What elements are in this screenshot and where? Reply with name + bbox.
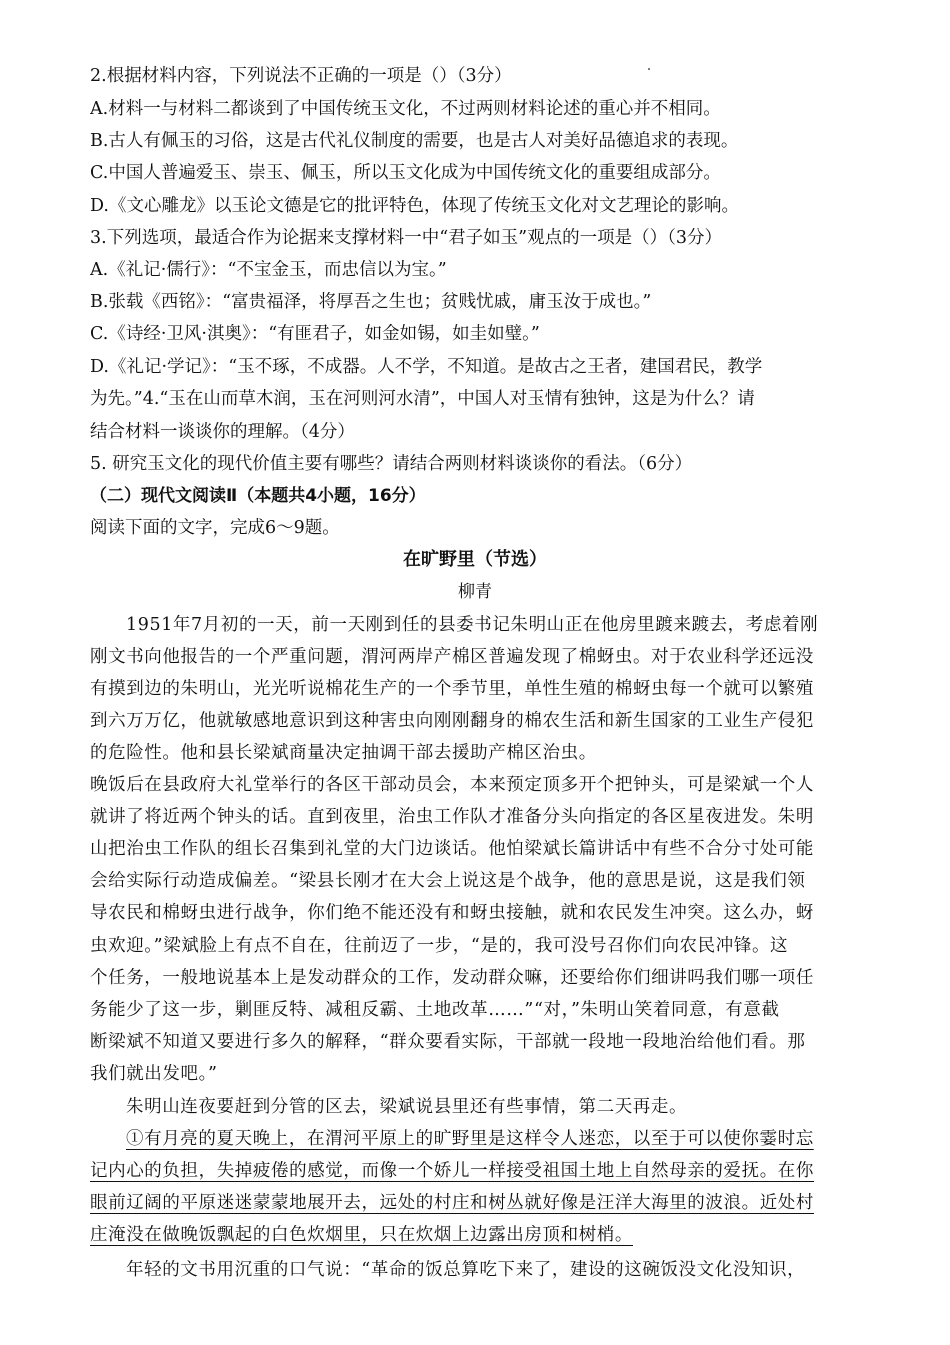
passage-p1-line1: 1951年7月初的一天，前一天刚到任的县委书记朱明山正在他房里踱来踱去，考虑着刚 [126, 615, 819, 635]
passage-p1-line2: 刚文书向他报告的一个严重问题，渭河两岸产棉区普遍发现了棉蚜虫。对于农业科学还远没 [90, 647, 814, 667]
q2-option-a: A.材料一与材料二都谈到了中国传统玉文化，不过两则材料论述的重心并不相同。 [90, 99, 721, 119]
passage-p2-line9: 断梁斌不知道又要进行多久的解释，“群众要看实际，干部就一段地一段地治给他们看。那 [90, 1032, 806, 1052]
passage-p2-line4: 会给实际行动造成偏差。“梁县长刚才在大会上说这是个战争，他的意思是说，这是我们领 [90, 871, 806, 891]
passage-p2-line5: 导农民和棉蚜虫进行战争，你们绝不能还没有和蚜虫接触，就和农民发生冲突。这么办，蚜 [90, 903, 814, 923]
passage-p3: 朱明山连夜要赶到分管的区去，梁斌说县里还有些事情，第二天再走。 [126, 1097, 688, 1117]
q4-line2: 结合材料一谈谈你的理解。（4分） [90, 422, 355, 442]
q2-option-b: B.古人有佩玉的习俗，这是古代礼仪制度的需要，也是古人对美好品德追求的表现。 [90, 131, 739, 151]
section-heading: （二）现代文阅读Ⅱ（本题共4小题，16分） [90, 486, 426, 506]
passage-p1-line3: 有摸到边的朱明山，光光听说棉花生产的一个季节里，单性生殖的棉蚜虫每一个就可以繁殖 [90, 679, 814, 699]
q2-option-c: C.中国人普遍爱玉、崇玉、佩玉，所以玉文化成为中国传统文化的重要组成部分。 [90, 163, 721, 183]
q3-option-d-line1: D.《礼记·学记》：“玉不琢，不成器。人不学，不知道。是故古之王者，建国君民，教学 [90, 357, 763, 377]
q3-stem: 3.下列选项，最适合作为论据来支撑材料一中“君子如玉”观点的一项是（）（3分） [90, 228, 722, 248]
passage-p2-line1: 晚饭后在县政府大礼堂举行的各区干部动员会，本来预定顶多开个把钟头，可是梁斌一个人 [90, 775, 814, 795]
q2-option-d: D.《文心雕龙》以玉论文德是它的批评特色，体现了传统玉文化对文艺理论的影响。 [90, 196, 739, 216]
passage-p1-line4: 到六万万亿，他就敏感地意识到这种害虫向刚刚翻身的棉农生活和新生国家的工业生产侵犯 [90, 711, 814, 731]
passage-p2-line6: 虫欢迎。”梁斌脸上有点不自在，往前迈了一步，“是的，我可没号召你们向农民冲锋。这 [90, 936, 789, 956]
q5-stem: 5. 研究玉文化的现代价值主要有哪些？请结合两则材料谈谈你的看法。（6分） [90, 454, 693, 474]
passage-p5: 年轻的文书用沉重的口气说：“革命的饭总算吃下来了，建设的这碗饭没文化没知识， [126, 1260, 806, 1280]
passage-p2-line3: 山把治虫工作队的组长召集到礼堂的大门边谈话。他怕梁斌长篇讲话中有些不合分寸处可能 [90, 839, 814, 859]
passage-title: 在旷野里（节选） [403, 549, 547, 570]
q3-option-c: C.《诗经·卫风·淇奥》：“有匪君子，如金如锡，如圭如璧。” [90, 324, 540, 344]
passage-p2-line2: 就讲了将近两个钟头的话。直到夜里，治虫工作队才准备分头向指定的各区星夜进发。朱明 [90, 807, 814, 827]
passage-p2-line8: 务能少了这一步，剿匪反特、减租反霸、土地改革……”“对，”朱明山笑着同意，有意截 [90, 1000, 780, 1020]
passage-p2-line10: 我们就出发吧。” [90, 1064, 218, 1084]
passage-p1-line5: 的危险性。他和县长梁斌商量决定抽调干部去援助产棉区治虫。 [90, 743, 597, 763]
section-instruction: 阅读下面的文字，完成6～9题。 [90, 518, 340, 538]
passage-p4-line2: 记内心的负担，失掉疲倦的感觉，而像一个娇儿一样接受祖国土地上自然母亲的爱抚。在你 [90, 1161, 814, 1181]
q3-option-b: B.张载《西铭》：“富贵福泽，将厚吾之生也；贫贱忧戚，庸玉汝于成也。” [90, 292, 652, 312]
q3-option-d-line2: 为先。”4.“玉在山而草木润，玉在河则河水清”，中国人对玉情有独钟，这是为什么？请 [90, 389, 755, 409]
passage-p4-line4: 庄淹没在做晚饭飘起的白色炊烟里，只在炊烟上边露出房顶和树梢。 [90, 1225, 633, 1245]
q2-stem: 2.根据材料内容，下列说法不正确的一项是（）（3分） [90, 66, 512, 86]
passage-author: 柳青 [458, 582, 492, 602]
passage-p2-line7: 个任务，一般地说基本上是发动群众的工作，发动群众嘛，还要给你们细讲吗我们哪一项任 [90, 968, 814, 988]
q3-option-a: A.《礼记·儒行》：“不宝金玉，而忠信以为宝。” [90, 260, 447, 280]
passage-p4-line3: 眼前辽阔的平原迷迷蒙蒙地展开去，远处的村庄和树丛就好像是汪洋大海里的波浪。近处村 [90, 1193, 814, 1213]
passage-p4-line1: ①有月亮的夏天晚上，在渭河平原上的旷野里是这样令人迷恋，以至于可以使你霎时忘 [126, 1129, 814, 1149]
